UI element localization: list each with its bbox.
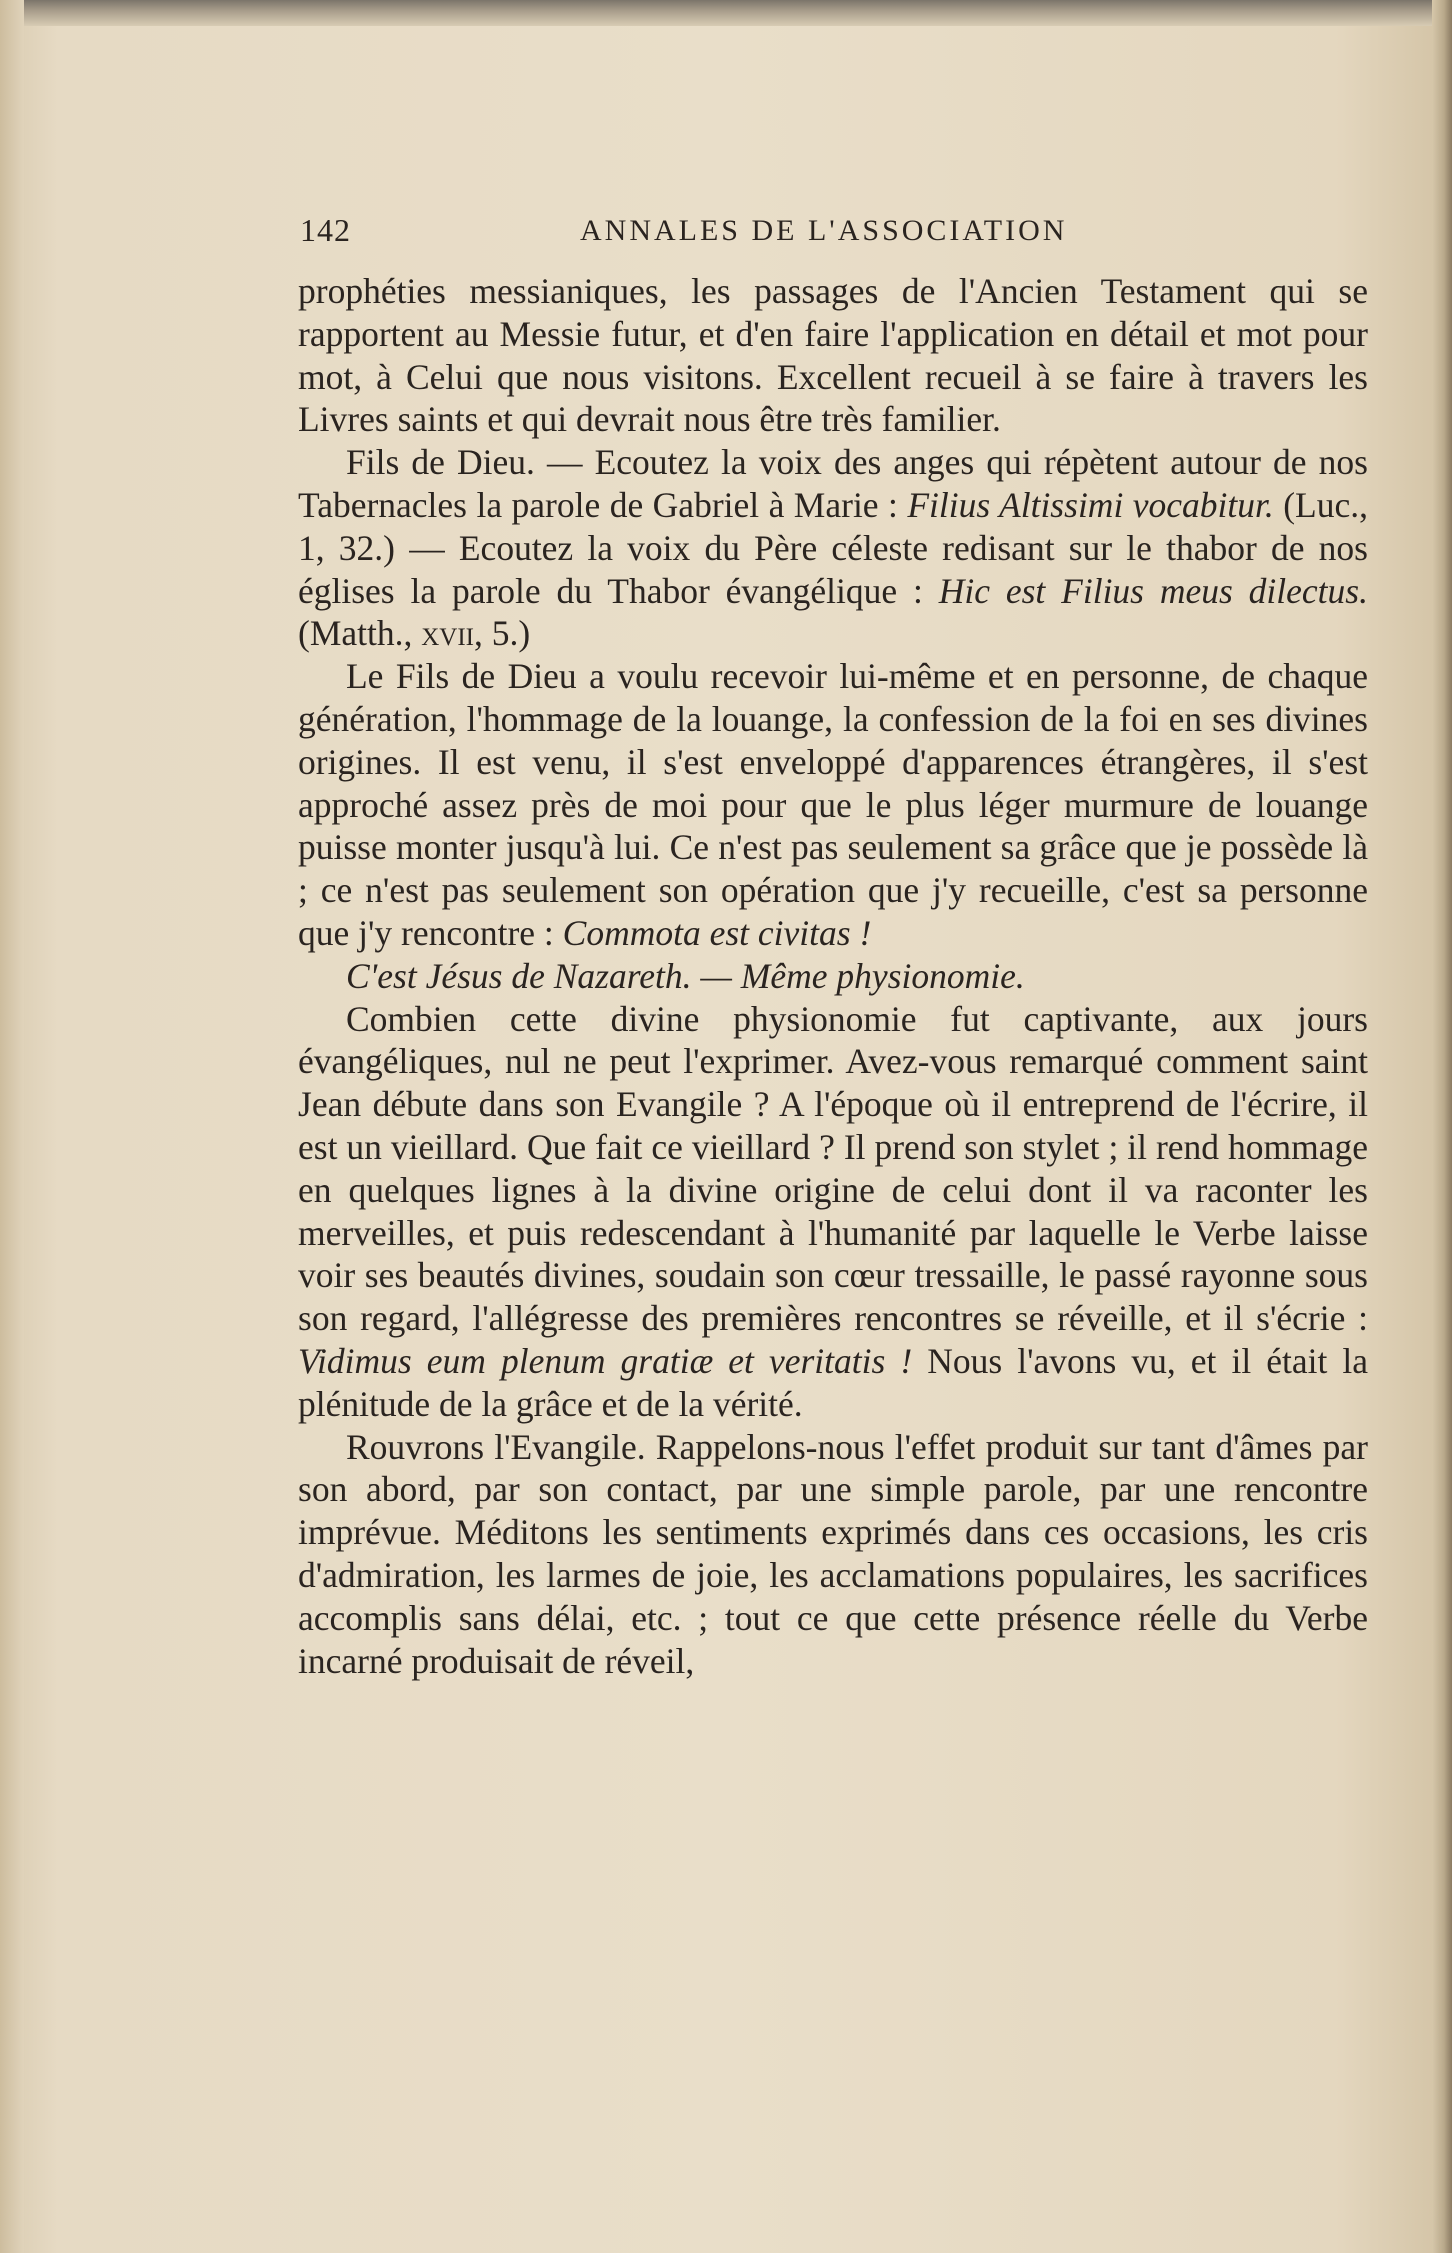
running-head: ANNALES DE L'ASSOCIATION: [580, 214, 1068, 247]
page-number: 142: [300, 212, 351, 248]
body-text: [298, 270, 1368, 1682]
p2-text-a: Fils de Dieu. — Ecoutez la voix des anges qui répètent autour de nos Tabernacles la parole de Gabriel à Marie :: [298, 442, 1368, 525]
p3-latin-quote: Commota est civitas !: [562, 912, 872, 953]
page-left-edge: [0, 0, 24, 2253]
p2-latin-quote-2: Hic est Filius meus dilectus.: [938, 570, 1368, 611]
p2-latin-quote: Filius Altissimi vocabitur.: [907, 484, 1274, 525]
p5-text-c: Nous l'avons vu, et il était la plénitude de la grâce et de la vérité.: [298, 1340, 1368, 1424]
p2-text-c: (Luc., 1, 32.) — Ecoutez la voix du Père céleste redisant sur le thabor de nos églises la parole du Thabor évangélique :: [298, 484, 1368, 611]
paragraph-6: Rouvrons l'Evangile. Rappelons-nous l'effet produit sur tant d'âmes par son abord, par son contact, par une simple parole, par une rencontre imprévue. Méditons les sentiments exprimés dans ces occasions, les cris d'admiration, les larmes de joie, les acclamations populaires, les sacrifices accomplis sans délai, etc. ; tout ce que cette présence réelle du Verbe incarné produisait de réveil,: [298, 1426, 1368, 1681]
p2-text-e: (Matth.,: [298, 613, 422, 654]
paragraph-1: prophéties messianiques, les passages de l'Ancien Testament qui se rapportent au Messie futur, et d'en faire l'application en détail et mot pour mot, à Celui que nous visitons. Excellent recueil à se faire à travers les Livres saints et qui devrait nous être très familier.: [298, 271, 1368, 440]
paragraph-3: [298, 655, 1368, 955]
p5-latin-quote: Vidimus eum plenum gratiæ et veritatis !: [298, 1340, 913, 1381]
p3-text-a: Le Fils de Dieu a voulu recevoir lui-même et en personne, de chaque génération, l'hommage de la louange, la confession de la foi en ses divines origines. Il est venu, il s'est enveloppé d'apparences étrangères, il s'est approché assez près de moi pour que le plus léger murmure de louange puisse monter jusqu'à lui. Ce n'est pas seulement sa grâce que je possède là ; ce n'est pas seulement son opération que j'y recueille, c'est sa personne que j'y rencontre :: [298, 656, 1368, 953]
page-right-edge: [1432, 0, 1452, 2253]
p2-roman-numeral: xvii: [421, 613, 475, 654]
paragraph-4-heading: C'est Jésus de Nazareth. — Même physionomie.: [346, 955, 1025, 996]
paragraph-2: [298, 441, 1368, 655]
p2-text-g: , 5.): [474, 613, 531, 654]
page-top-edge: [0, 0, 1452, 26]
page-header: [300, 212, 1370, 252]
p5-text-a: Combien cette divine physionomie fut captivante, aux jours évangéliques, nul ne peut l'exprimer. Avez-vous remarqué comment saint Jean débute dans son Evangile ? A l'époque où il entreprend de l'écrire, il est un vieillard. Que fait ce vieillard ? Il prend son stylet ; il rend hommage en quelques lignes à la divine origine de celui dont il va raconter les merveilles, et puis redescendant à l'humanité par laquelle le Verbe laisse voir ses beautés divines, soudain son cœur tressaille, le passé rayonne sous son regard, l'allégresse des premières rencontres se réveille, et il s'écrie :: [298, 998, 1368, 1339]
paragraph-5: [298, 998, 1368, 1426]
